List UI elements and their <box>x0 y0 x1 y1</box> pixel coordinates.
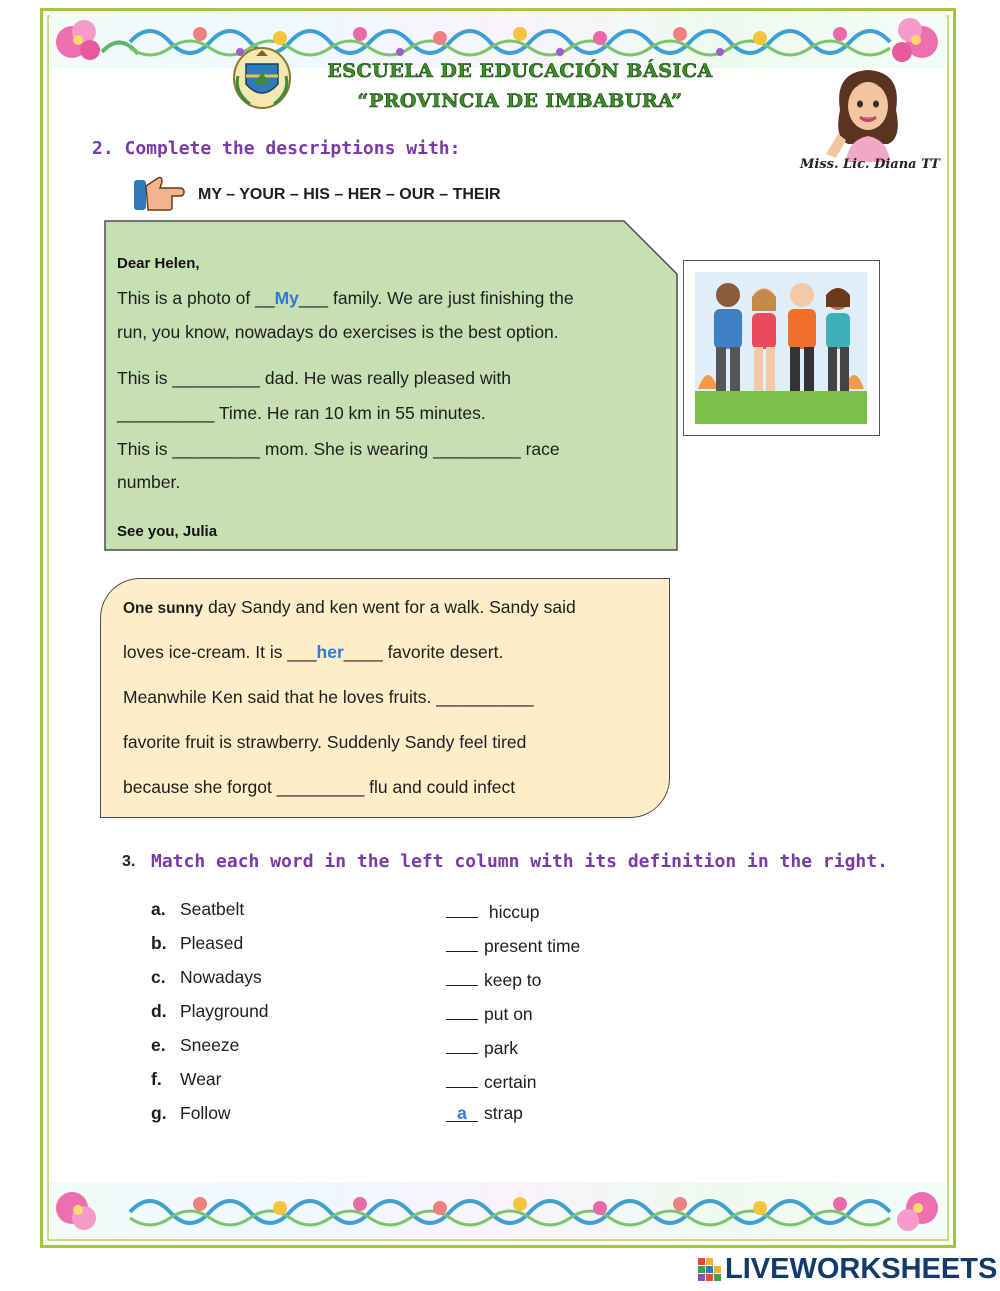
match-answer-blank[interactable] <box>446 1035 478 1054</box>
pointing-hand-icon <box>132 172 186 214</box>
section-3-number: 3. <box>122 853 136 870</box>
story-line-5[interactable]: because she forgot _________ flu and could infect <box>123 777 516 797</box>
match-answer-blank[interactable] <box>446 967 478 986</box>
story-line-2-pre: loves ice-cream. It is ___ <box>123 642 317 662</box>
match-row-word: Follow <box>180 1103 231 1123</box>
match-row-definition <box>446 899 539 923</box>
match-row-letter: d. <box>151 1001 167 1021</box>
match-definition-text: hiccup <box>484 902 540 922</box>
flower-cluster-left <box>56 20 138 60</box>
story-answer-her[interactable]: her <box>316 642 344 662</box>
match-answer-blank[interactable] <box>446 1001 478 1020</box>
story-line-1-bold: One sunny <box>123 600 204 617</box>
liveworksheets-logo-icon <box>698 1258 722 1282</box>
story-line-1 <box>123 597 576 618</box>
match-answer-blank[interactable]: a <box>446 1103 478 1122</box>
match-row-letter: g. <box>151 1103 167 1123</box>
match-definition-text: strap <box>484 1103 523 1123</box>
letter-line-2: run, you know, nowadays do exercises is the best option. <box>117 322 559 342</box>
letter-line-1 <box>117 288 574 309</box>
letter-line-1-post: ___ family. We are just finishing the <box>298 288 574 308</box>
story-line-1-rest: day Sandy and ken went for a walk. Sandy said <box>203 597 576 617</box>
match-answer-blank[interactable] <box>446 1069 478 1088</box>
teacher-name: Miss. Lic. Diana TT <box>800 157 940 172</box>
match-definition-text: certain <box>484 1072 537 1092</box>
match-row-definition <box>446 933 580 957</box>
match-row-letter: b. <box>151 933 167 953</box>
letter-line-5[interactable]: This is _________ mom. She is wearing _________ race <box>117 439 560 459</box>
match-row-word: Playground <box>180 1001 269 1021</box>
match-row-definition <box>446 1001 533 1025</box>
school-name-line1: ESCUELA DE EDUCACIÓN BÁSICA <box>327 60 713 82</box>
match-row-letter: f. <box>151 1069 162 1089</box>
match-row-word: Seatbelt <box>180 899 245 919</box>
match-row-word: Sneeze <box>180 1035 240 1055</box>
teacher-avatar <box>818 62 918 162</box>
match-row-word: Nowadays <box>180 967 262 987</box>
letter-answer-my[interactable]: My <box>274 288 299 308</box>
letter-line-4[interactable]: __________ Time. He ran 10 km in 55 minutes. <box>117 403 486 423</box>
match-definition-text: put on <box>484 1004 533 1024</box>
match-definition-text: keep to <box>484 970 542 990</box>
match-answer-blank[interactable] <box>446 899 478 918</box>
bottom-floral-border <box>50 1182 946 1238</box>
match-row-definition <box>446 967 541 991</box>
story-line-3[interactable]: Meanwhile Ken said that he loves fruits. __________ <box>123 687 534 707</box>
pronoun-word-bank: MY – YOUR – HIS – HER – OUR – THEIR <box>198 186 501 203</box>
match-row-word: Pleased <box>180 933 244 953</box>
letter-closing: See you, Julia <box>117 523 218 540</box>
story-line-2-post: ____ favorite desert. <box>343 642 504 662</box>
section-3-title: Match each word in the left column with its definition in the right. <box>151 851 888 872</box>
letter-greeting: Dear Helen, <box>117 255 200 272</box>
family-photo <box>683 260 880 436</box>
liveworksheets-logo-text[interactable]: LIVEWORKSHEETS <box>725 1253 998 1285</box>
match-row-letter: c. <box>151 967 166 987</box>
flower-cluster-right <box>892 18 938 62</box>
match-row-letter: a. <box>151 899 166 919</box>
match-row-definition <box>446 1069 537 1093</box>
match-row-definition <box>446 1035 518 1059</box>
letter-line-3[interactable]: This is _________ dad. He was really pleased with <box>117 368 511 388</box>
match-definition-text: park <box>484 1038 519 1058</box>
letter-line-6: number. <box>117 472 181 492</box>
match-row-word: Wear <box>180 1069 222 1089</box>
match-row-definition <box>446 1103 523 1124</box>
match-definition-text: present time <box>484 936 581 956</box>
story-line-4: favorite fruit is strawberry. Suddenly Sandy feel tired <box>123 732 527 752</box>
match-row-letter: e. <box>151 1035 166 1055</box>
match-answer-blank[interactable] <box>446 933 478 952</box>
letter-line-1-pre: This is a photo of __ <box>117 288 275 308</box>
story-line-2 <box>123 642 503 663</box>
school-name-line2: “PROVINCIA DE IMBABURA” <box>357 90 683 112</box>
section-2-title: 2. Complete the descriptions with: <box>92 138 461 159</box>
